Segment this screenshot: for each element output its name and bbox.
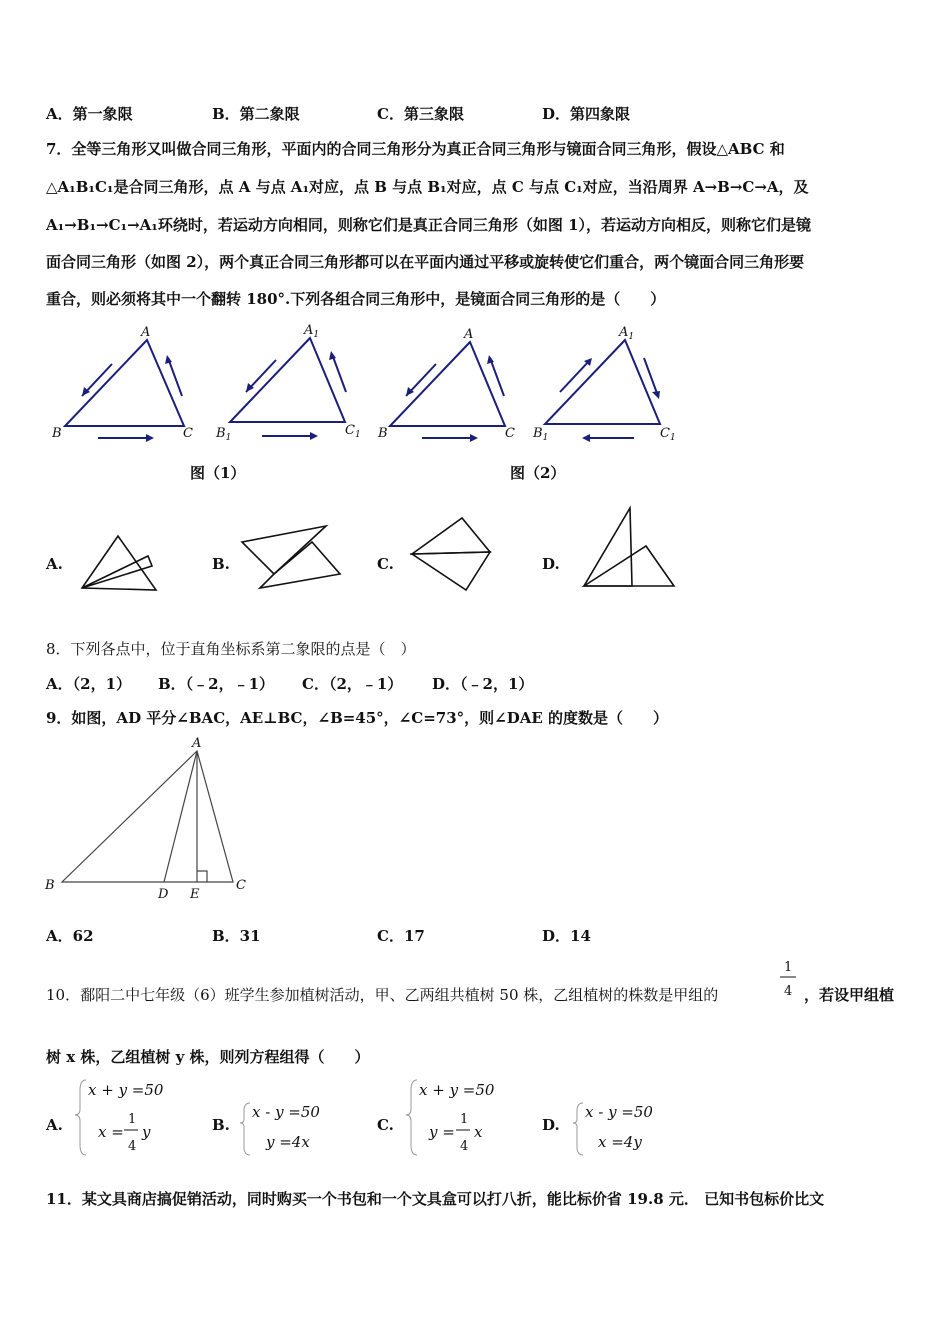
q8-option-a: A．（2，1） xyxy=(46,675,132,693)
q9-option-a: A．62 xyxy=(46,927,94,945)
fig2-label-c: C xyxy=(505,426,515,441)
fig1-label-b1: $B_1$ xyxy=(216,426,232,443)
fig1-triangle-abc xyxy=(51,325,193,442)
q10-frac-num: 1 xyxy=(784,960,793,975)
q7-stem-line-3: A₁→B₁→C₁→A₁环绕时，若运动方向相同，则称它们是真正合同三角形（如图 1），若运动方向相反，则称它们是镜 xyxy=(46,216,812,234)
q7-stem-line-1: 7．全等三角形又叫做合同三角形，平面内的合同三角形分为真正合同三角形与镜面合同三角形，假设△ABC 和 xyxy=(46,140,785,158)
q6-option-a: A．第一象限 xyxy=(46,105,133,123)
q9-label-b: B xyxy=(45,878,55,893)
q10-option-d-label: D. xyxy=(542,1116,560,1134)
fig2-label-b1: $B_1$ xyxy=(533,426,549,443)
q10-b-eq1: x - y =50 xyxy=(252,1103,320,1121)
fig1-label-c: C xyxy=(183,426,193,441)
q10-stem-part1 xyxy=(46,984,718,1005)
fig2-triangle-abc xyxy=(377,327,515,442)
q7-option-b-label: B. xyxy=(212,555,230,573)
q8-option-b: B．（﹣2，﹣1） xyxy=(158,675,275,693)
fig1-label-b: B xyxy=(52,426,62,441)
q10-systems xyxy=(0,1075,700,1165)
q10-frac-den: 4 xyxy=(784,984,793,999)
fig1-triangle-a1b1c1 xyxy=(215,323,361,443)
q7-option-a-label: A. xyxy=(46,555,63,573)
fig2-label-a1: $A_1$ xyxy=(619,325,635,342)
q6-option-c: C．第三象限 xyxy=(377,105,464,123)
q10-system-d xyxy=(573,1103,653,1155)
q7-caption-fig2: 图（2） xyxy=(510,464,566,482)
q9-option-d: D．14 xyxy=(542,927,591,945)
q7-option-c-label: C. xyxy=(377,555,394,573)
q9-label-d: D xyxy=(158,887,169,902)
q10-c-eq2-right: x xyxy=(474,1123,483,1141)
fig2-label-c1: $C_1$ xyxy=(660,426,676,443)
q10-d-eq2: x =4y xyxy=(598,1133,642,1151)
q10-stem-text-1: 10．鄱阳二中七年级（6）班学生参加植树活动，甲、乙两组共植树 50 株，乙组植树的株数是甲组的 xyxy=(46,986,719,1004)
q7-stem-line-4: 面合同三角形（如图 2），两个真正合同三角形都可以在平面内通过平移或旋转使它们重合，两个镜面合同三角形要 xyxy=(46,253,805,271)
q7-stem-line-5: 重合，则必须将其中一个翻转 180°.下列各组合同三角形中，是镜面合同三角形的是（ ） xyxy=(46,290,666,308)
q9-option-c: C．17 xyxy=(377,927,425,945)
q10-b-eq2: y =4x xyxy=(266,1133,310,1151)
q10-c-frac-num: 1 xyxy=(460,1112,469,1127)
q7-option-d-label: D. xyxy=(542,555,560,573)
q10-d-eq1: x - y =50 xyxy=(585,1103,653,1121)
q7-option-d-figure xyxy=(584,508,674,586)
q10-stem-part2: ，若设甲组植 xyxy=(804,986,895,1004)
q7-option-figures xyxy=(0,500,700,600)
q7-option-a-figure xyxy=(82,536,156,590)
q9-figure xyxy=(40,733,280,903)
q9-label-a: A xyxy=(192,736,202,751)
q9-option-b: B．31 xyxy=(212,927,261,945)
q6-option-b: B．第二象限 xyxy=(212,105,300,123)
fig2-triangle-a1b1c1 xyxy=(532,325,676,443)
q8-option-d: D．（﹣2，1） xyxy=(432,675,534,693)
q10-c-eq1: x + y =50 xyxy=(419,1081,495,1099)
q10-fraction xyxy=(774,955,804,1005)
q10-c-eq2-left: y = xyxy=(429,1123,455,1141)
q7-option-c-figure xyxy=(412,518,490,590)
q10-system-a xyxy=(75,1080,164,1155)
fig1-label-a: A xyxy=(141,325,151,340)
q9-label-e: E xyxy=(190,887,200,902)
q10-a-eq1: x + y =50 xyxy=(88,1081,164,1099)
q10-a-frac-den: 4 xyxy=(128,1139,137,1154)
q10-a-eq2-left: x = xyxy=(98,1123,124,1141)
q10-c-frac-den: 4 xyxy=(460,1139,469,1154)
fig2-label-b: B xyxy=(378,426,388,441)
q9-label-c: C xyxy=(236,878,246,893)
q10-a-frac-num: 1 xyxy=(128,1112,137,1127)
q10-a-eq2-right: y xyxy=(142,1123,151,1141)
q10-option-b-label: B. xyxy=(212,1116,230,1134)
fig1-label-c1: $C_1$ xyxy=(345,423,361,440)
q7-figures xyxy=(40,320,690,443)
q10-system-b xyxy=(240,1103,320,1155)
q9-stem: 9．如图，AD 平分∠BAC，AE⊥BC，∠B=45°，∠C=73°，则∠DAE 的度数是（ ） xyxy=(46,709,669,727)
q10-system-c xyxy=(406,1080,495,1155)
q11-stem: 11．某文具商店搞促销活动，同时购买一个书包和一个文具盒可以打八折，能比标价省 19.8 元． 已知书包标价比文 xyxy=(46,1190,825,1208)
q8-option-c: C．（2，﹣1） xyxy=(302,675,403,693)
q10-option-a-label: A. xyxy=(46,1116,63,1134)
q8-stem: 8．下列各点中，位于直角坐标系第二象限的点是（ ） xyxy=(46,640,416,658)
q7-option-b-figure xyxy=(242,526,340,588)
q10-option-c-label: C. xyxy=(377,1116,394,1134)
q7-caption-fig1: 图（1） xyxy=(190,464,246,482)
q7-stem-line-2: △A₁B₁C₁是合同三角形，点 A 与点 A₁对应，点 B 与点 B₁对应，点 C 与点 C₁对应，当沿周界 A→B→C→A，及 xyxy=(46,178,809,196)
q6-option-d: D．第四象限 xyxy=(542,105,631,123)
fig2-label-a: A xyxy=(464,327,474,342)
fig1-label-a1: $A_1$ xyxy=(304,323,320,340)
q10-stem-line2: 树 x 株，乙组植树 y 株，则列方程组得（ ） xyxy=(46,1048,370,1066)
